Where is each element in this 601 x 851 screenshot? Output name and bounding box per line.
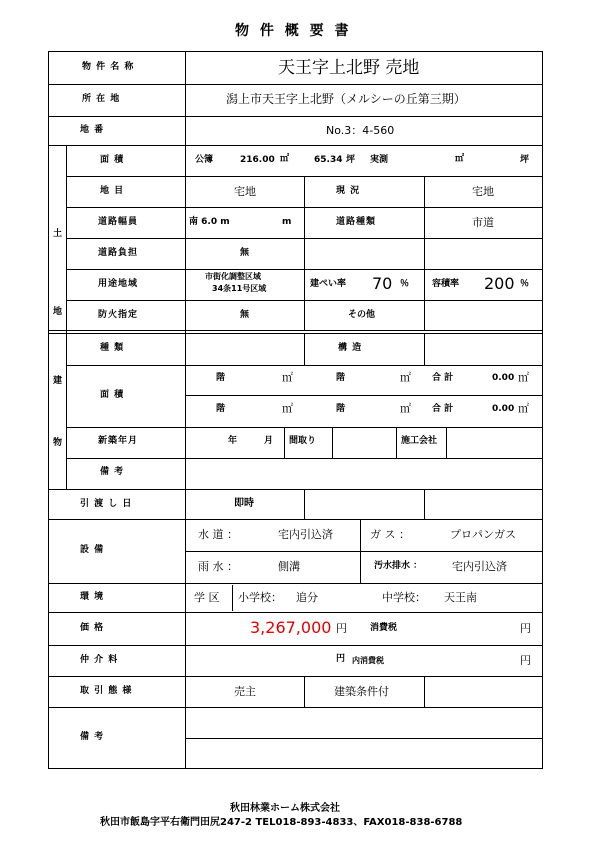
total-value: 0.00 [492, 404, 515, 414]
land-status-label: 現 況 [336, 186, 361, 196]
sqm-unit: ㎡ [280, 154, 290, 164]
water-label: 水 道 ： [198, 528, 238, 541]
delivery-value: 即時 [234, 498, 254, 509]
road-type: 市道 [472, 216, 494, 229]
tax-yen: 円 [520, 622, 531, 635]
lot-number: No.3：4-560 [326, 124, 395, 137]
road-width-unit2: m [282, 217, 292, 227]
sqm-unit: ㎡ [400, 402, 411, 415]
year-label: 年 [228, 436, 238, 446]
road-width-label: 道路幅員 [98, 217, 139, 227]
environment-label: 環 境 [80, 592, 105, 602]
sqm-unit: ㎡ [518, 371, 529, 384]
fire-value: 無 [240, 310, 250, 320]
building-section-label: 建物 [52, 376, 63, 448]
delivery-label: 引 渡 し 日 [80, 499, 133, 509]
property-name: 天王字上北野 売地 [278, 58, 420, 78]
land-area-sqm: 216.00 [240, 155, 275, 165]
coverage-pct: ％ [400, 279, 410, 289]
tax-label: 消費税 [370, 623, 398, 633]
coverage-label: 建ぺい率 [310, 279, 347, 289]
tsubo-unit: 坪 [346, 155, 356, 165]
lot-label: 地 番 [80, 125, 105, 135]
land-area-tsubo: 65.34 [314, 155, 343, 165]
building-condition: 建築条件付 [334, 685, 389, 698]
layout-label: 間取り [289, 436, 317, 446]
property-name-label: 物 件 名 称 [82, 62, 135, 72]
zoning-label: 用途地域 [98, 279, 139, 289]
building-notes-label: 備 考 [100, 467, 125, 477]
fee-yen: 円 [336, 654, 346, 664]
fee-tax-label: 内消費税 [352, 656, 384, 665]
sqm-unit: ㎡ [400, 371, 411, 384]
land-category-label: 地 目 [100, 186, 125, 196]
rain-value: 側溝 [278, 560, 300, 573]
location: 潟上市天王字上北野（メルシーの丘第三期） [226, 92, 466, 106]
floor-label: 階 [216, 373, 226, 383]
middle-label: 中学校： [382, 591, 426, 604]
remarks-label: 備 考 [80, 732, 105, 742]
builder-label: 施工会社 [401, 436, 438, 446]
trade-label: 取 引 態 様 [80, 686, 133, 696]
fire-label: 防火指定 [98, 310, 139, 320]
total-label: 合 計 [432, 373, 454, 383]
floor-label: 階 [336, 404, 346, 414]
school-district-label: 学 区 [194, 591, 220, 604]
land-area-label: 面 積 [100, 155, 125, 165]
company-address: 秋田市飯島字平右衛門田尻247-2 TEL018-893-4833、FAX018-838-6788 [100, 817, 463, 828]
far-label: 容積率 [432, 279, 460, 289]
road-width: 南 6.0 m [189, 217, 230, 227]
floor-label: 階 [336, 373, 346, 383]
gas-label: ガ ス ： [370, 528, 410, 541]
road-type-label: 道路種類 [336, 217, 377, 227]
actual-area-label: 実測 [370, 155, 389, 165]
build-year-label: 新築年月 [98, 436, 139, 446]
price-label: 価 格 [80, 623, 105, 633]
sqm-unit: ㎡ [282, 371, 293, 384]
far-value: 200 [484, 274, 515, 293]
far-pct: ％ [520, 279, 530, 289]
building-structure-label: 構 造 [338, 343, 363, 353]
rain-label: 雨 水 ： [198, 560, 238, 573]
fee-tax-yen: 円 [520, 654, 531, 667]
trade-type: 売主 [234, 685, 256, 698]
land-section-label: 土地 [52, 229, 63, 317]
document-title: 物 件 概 要 書 [235, 23, 352, 39]
sewage-label: 汚水排水 ： [374, 561, 423, 571]
sewage-value: 宅内引込済 [452, 560, 507, 573]
gas-value: プロパンガス [450, 528, 516, 541]
zoning-line2: 34条11号区域 [212, 284, 267, 293]
actual-tsubo-unit: 坪 [520, 155, 530, 165]
sqm-unit: ㎡ [518, 402, 529, 415]
floor-label: 階 [216, 404, 226, 414]
sqm-unit: ㎡ [282, 402, 293, 415]
fee-label: 仲 介 料 [80, 655, 119, 665]
zoning-line1: 市街化調整区域 [205, 272, 261, 281]
total-value: 0.00 [492, 373, 515, 383]
land-area-prefix: 公簿 [195, 155, 214, 165]
location-label: 所 在 地 [82, 94, 121, 104]
road-burden-label: 道路負担 [98, 248, 139, 258]
elementary-school: 追分 [296, 591, 318, 604]
price-value: 3,267,000 [250, 618, 332, 637]
building-type-label: 種 類 [100, 343, 125, 353]
actual-sqm-unit: ㎡ [455, 154, 465, 164]
land-status: 宅地 [472, 185, 494, 198]
land-category: 宅地 [234, 185, 256, 198]
month-label: 月 [264, 436, 274, 446]
other-label: その他 [348, 310, 376, 320]
elementary-label: 小学校： [238, 591, 282, 604]
road-burden: 無 [240, 248, 250, 258]
building-area-label: 面 積 [100, 390, 125, 400]
middle-school: 天王南 [444, 591, 477, 604]
coverage-value: 70 [372, 274, 393, 293]
company-name: 秋田林業ホーム株式会社 [230, 803, 340, 814]
water-value: 宅内引込済 [278, 528, 333, 541]
facilities-label: 設 備 [80, 545, 105, 555]
price-yen: 円 [336, 622, 347, 635]
total-label: 合 計 [432, 404, 454, 414]
